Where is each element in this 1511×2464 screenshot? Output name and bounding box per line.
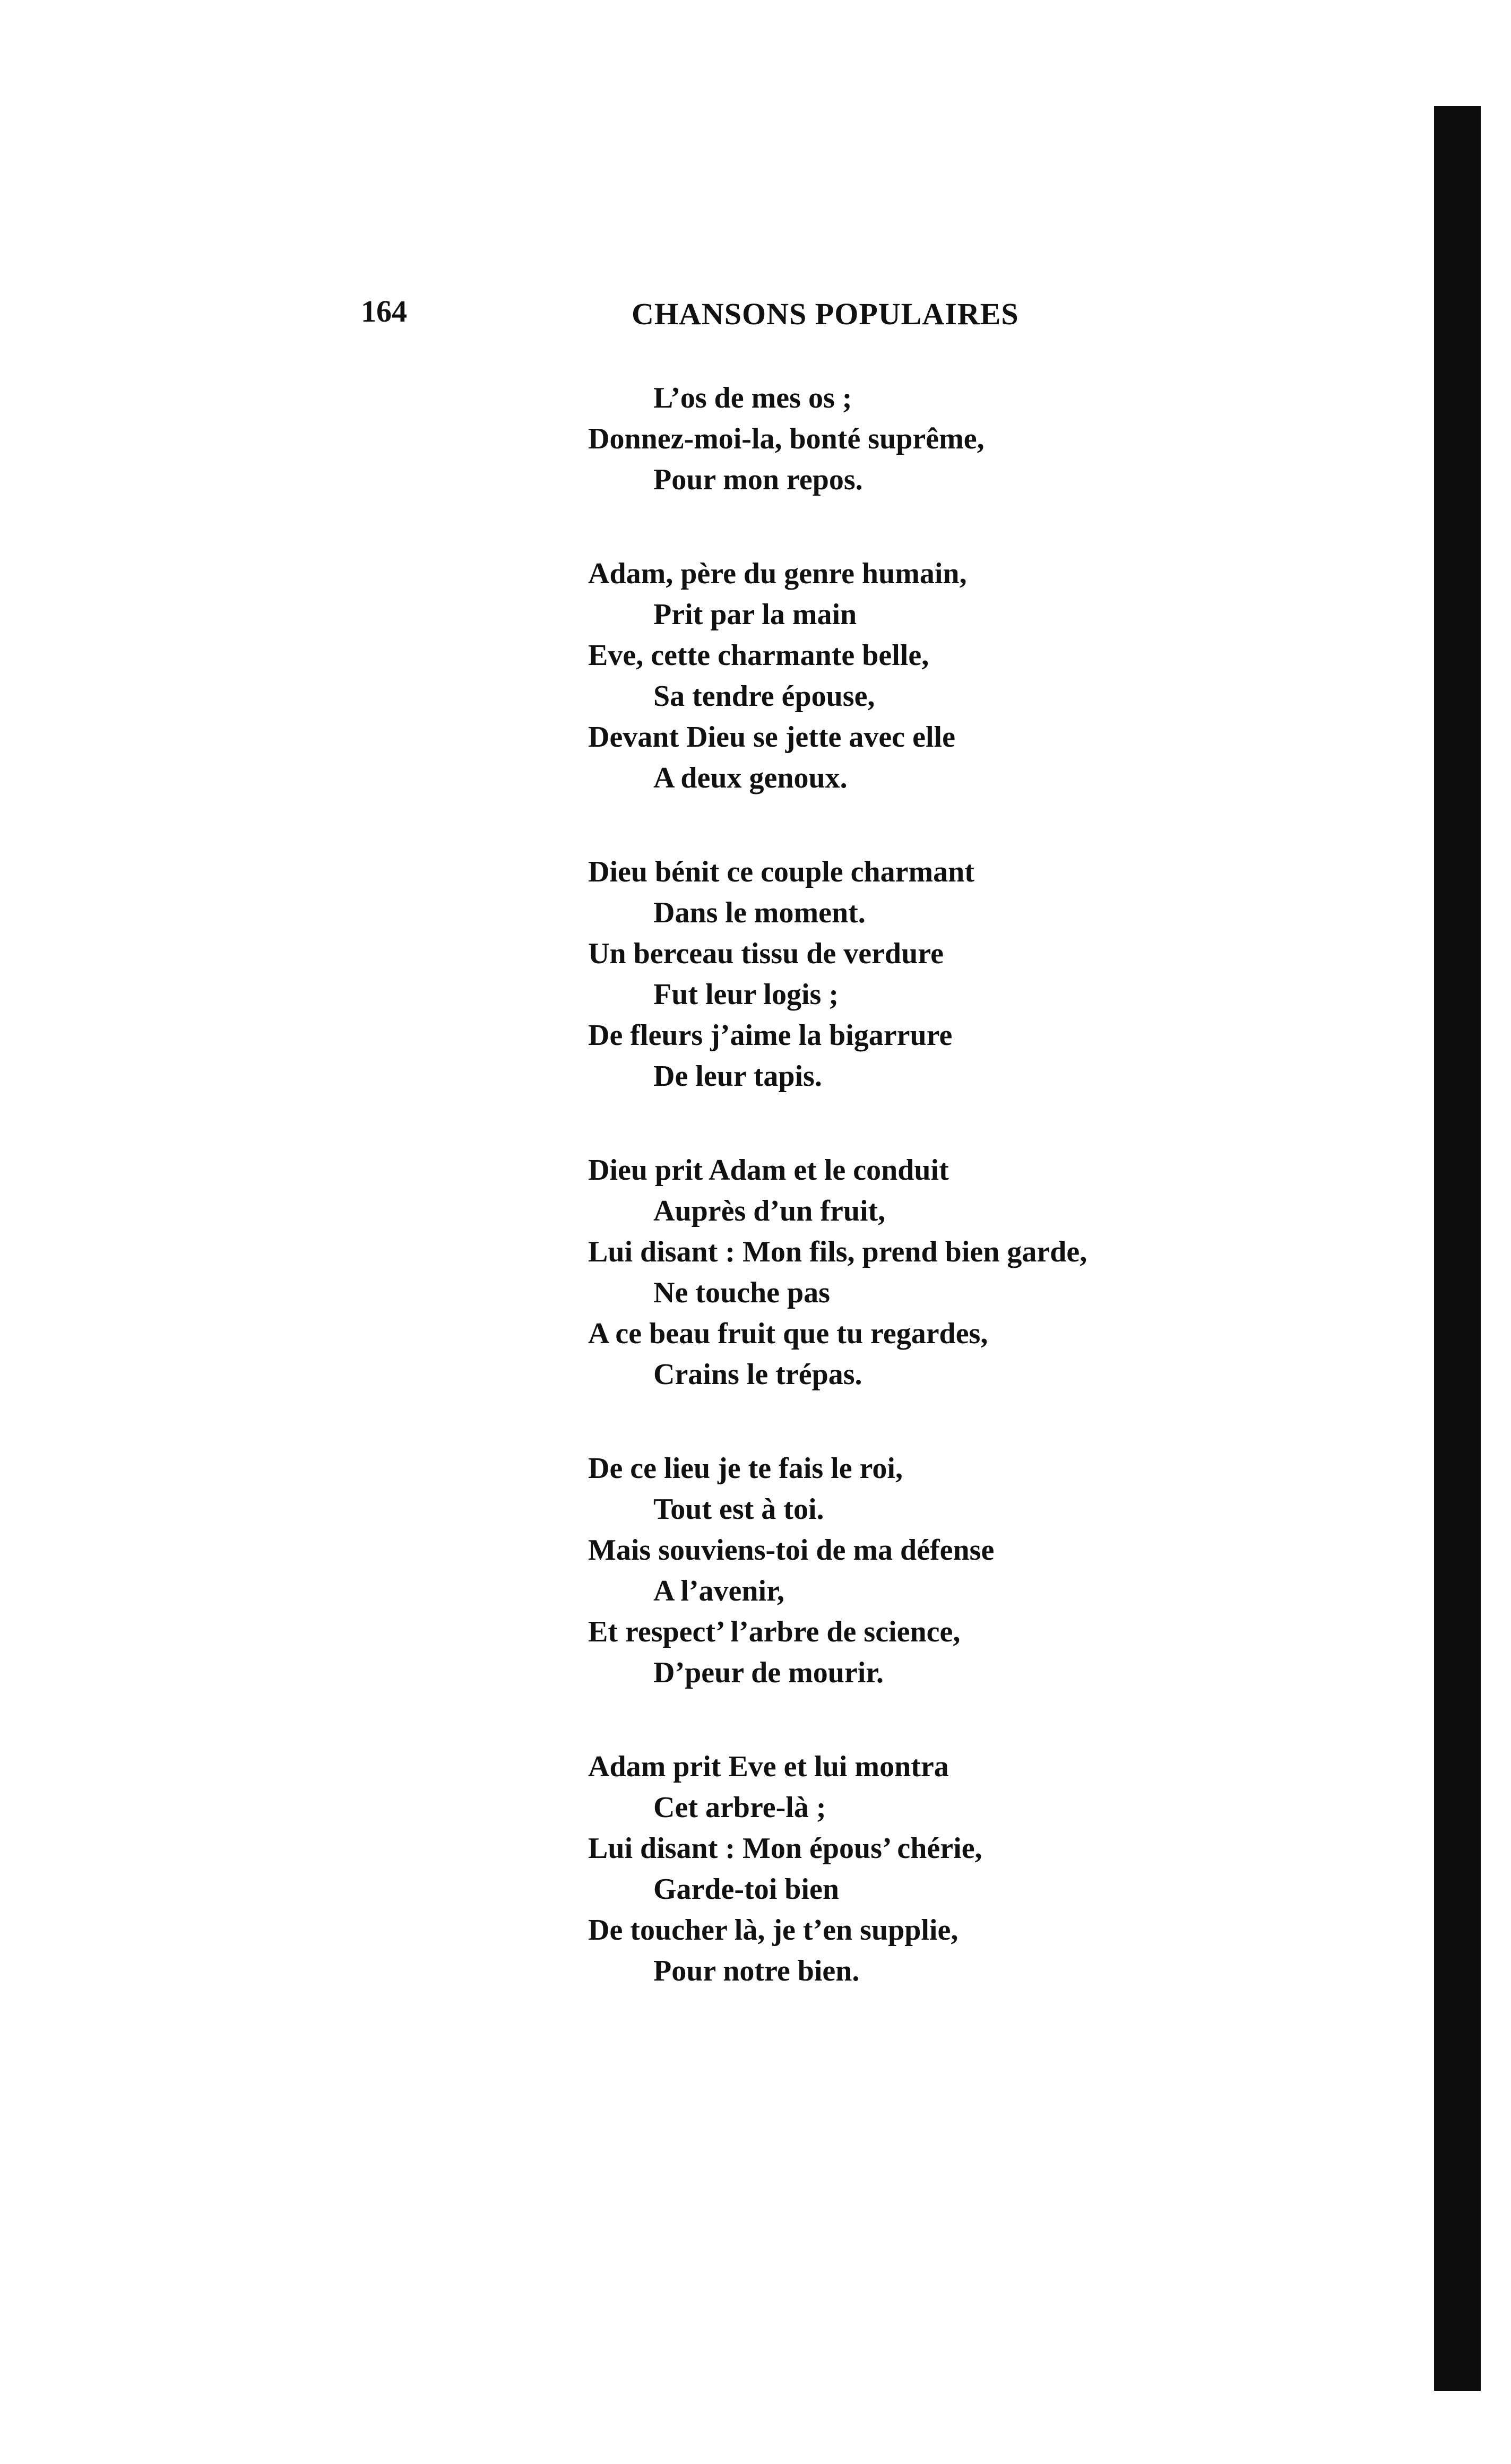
stanza bbox=[588, 1150, 1384, 1395]
poem-line: Fut leur logis ; bbox=[653, 978, 839, 1011]
poem-line: Crains le trépas. bbox=[653, 1358, 862, 1391]
poem-line: Cet arbre-là ; bbox=[653, 1791, 826, 1824]
poem-line: Lui disant : Mon épous’ chérie, bbox=[588, 1832, 982, 1865]
poem-line: De ce lieu je te fais le roi, bbox=[588, 1452, 903, 1485]
poem-line: Devant Dieu se jette avec elle bbox=[588, 721, 955, 754]
stanza bbox=[588, 378, 1384, 500]
poem-line: D’peur de mourir. bbox=[653, 1656, 884, 1689]
stanza bbox=[588, 1747, 1384, 1992]
stanza bbox=[588, 1448, 1384, 1693]
poem-line: A ce beau fruit que tu regardes, bbox=[588, 1317, 988, 1350]
poem-line: Pour notre bien. bbox=[653, 1955, 860, 1987]
poem-line: Dans le moment. bbox=[653, 896, 866, 929]
poem-line: L’os de mes os ; bbox=[653, 382, 852, 414]
poem-line: Donnez-moi-la, bonté suprême, bbox=[588, 422, 985, 455]
poem-line: Et respect’ l’arbre de science, bbox=[588, 1615, 961, 1648]
poem-line: Tout est à toi. bbox=[653, 1493, 824, 1526]
poem-line: Ne touche pas bbox=[653, 1276, 830, 1309]
running-title: CHANSONS POPULAIRES bbox=[632, 297, 1019, 331]
poem-line: Eve, cette charmante belle, bbox=[588, 639, 929, 672]
poem-line: Mais souviens-toi de ma défense bbox=[588, 1534, 995, 1567]
page-number: 164 bbox=[361, 294, 407, 328]
page-edge-shadow bbox=[1434, 106, 1481, 2391]
poem-line: Lui disant : Mon fils, prend bien garde, bbox=[588, 1235, 1087, 1268]
poem-line: Auprès d’un fruit, bbox=[653, 1195, 886, 1227]
poem-line: Un berceau tissu de verdure bbox=[588, 937, 944, 970]
stanza bbox=[588, 852, 1384, 1097]
poem-line: Pour mon repos. bbox=[653, 463, 863, 496]
poem-line: A l’avenir, bbox=[653, 1575, 784, 1607]
poem-line: Sa tendre épouse, bbox=[653, 680, 875, 713]
poem-line: De toucher là, je t’en supplie, bbox=[588, 1914, 959, 1947]
poem-line: Adam, père du genre humain, bbox=[588, 557, 967, 590]
poem-line: Dieu bénit ce couple charmant bbox=[588, 855, 974, 888]
poem-line: De fleurs j’aime la bigarrure bbox=[588, 1019, 953, 1052]
poem-body bbox=[588, 378, 1384, 2045]
poem-line: Prit par la main bbox=[653, 598, 857, 631]
poem-line: A deux genoux. bbox=[653, 762, 848, 794]
poem-line: Adam prit Eve et lui montra bbox=[588, 1750, 949, 1783]
stanza bbox=[588, 554, 1384, 799]
poem-line: Dieu prit Adam et le conduit bbox=[588, 1154, 949, 1187]
poem-line: Garde-toi bien bbox=[653, 1873, 839, 1906]
poem-line: De leur tapis. bbox=[653, 1060, 822, 1093]
